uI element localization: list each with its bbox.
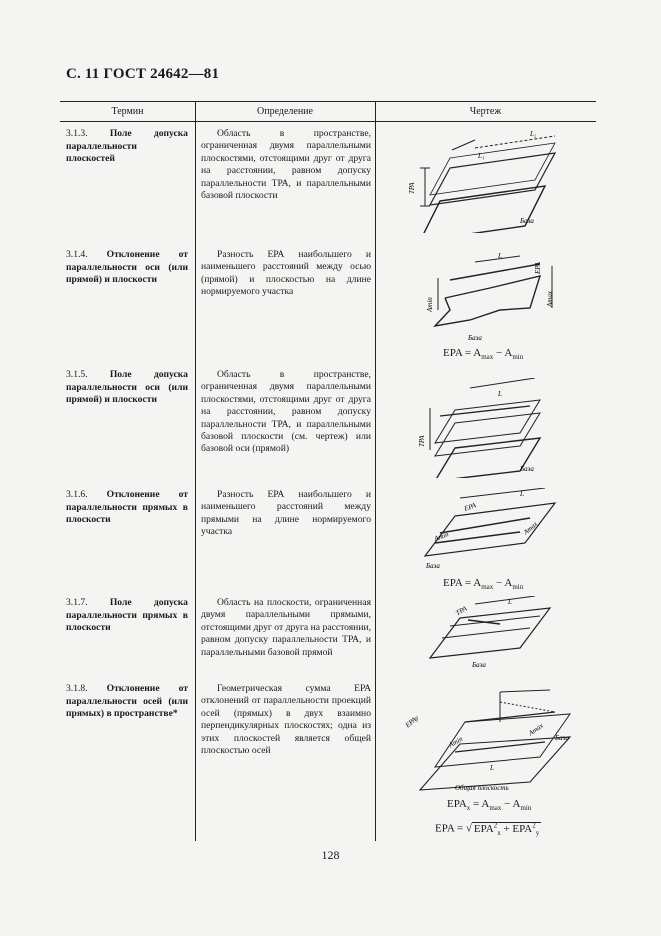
formula-epa-sum: EPA = √ $EPA^2_x + EPA^2_y$ xyxy=(435,821,540,837)
definition-3-1-7: Область на плоскости, ограниченная двумя параллельными прямыми, отстоящими друг от друга на расстоянии, равном допуску параллельности ТРА, и параллельными базовой прямой xyxy=(201,597,371,658)
column-divider xyxy=(195,101,196,841)
fig-label: L₁ xyxy=(478,152,485,160)
fig-label: База xyxy=(426,562,440,570)
term-number: 3.1.3. xyxy=(66,128,88,139)
fig-label: Amin xyxy=(426,297,434,312)
fig-label: Amax xyxy=(546,291,554,307)
fig-label: L₂ xyxy=(530,130,537,138)
fig-label: База xyxy=(520,217,534,225)
definition-3-1-5: Область в пространстве, ограниченная двумя параллельными плоскостями, отстоящими друг от друга на расстоянии, равном допуску параллельности ТРА, и параллельными базовой плоскости (см. чертеж) или базовой оси (прямой) xyxy=(201,369,371,455)
term-title: Поле допуска параллельности оси (или прямой) и плоскости xyxy=(66,369,188,405)
drawing-lines-in-plane-tolerance xyxy=(380,596,594,671)
formula-epa-x: $EPA_x = A_{max} - A_{min}$ xyxy=(447,798,532,813)
term-number: 3.1.5. xyxy=(66,369,88,380)
fig-label: L xyxy=(520,490,524,498)
definition-3-1-8: Геометрическая сумма ЕРА отклонений от параллельности проекций осей (прямых) в двух взаимно перпендикулярных плоскостях; одна из этих плоскостей является общей плоскостью осей xyxy=(201,683,371,757)
fig-label: Amin xyxy=(433,530,450,543)
fig-label: База xyxy=(468,334,482,342)
column-divider xyxy=(375,101,376,841)
fig-label: База xyxy=(555,734,569,742)
term-title: Отклонение от параллельности оси (или прямой) и плоскости xyxy=(66,249,188,285)
column-header-term: Термин xyxy=(111,106,144,117)
term-title: Отклонение от параллельности прямых в плоскости xyxy=(66,489,188,525)
table-top-rule xyxy=(60,101,596,102)
page-number: 128 xyxy=(321,848,340,862)
fig-label: EPA xyxy=(534,262,542,274)
formula-epa: EPA = $A_{max} - A_{min}$ xyxy=(443,347,524,362)
table-header-rule xyxy=(60,121,596,122)
fig-label: Общая плоскость xyxy=(455,784,509,792)
term-3-1-3 xyxy=(66,128,188,166)
term-title: Поле допуска параллельности плоскостей xyxy=(66,128,188,164)
fig-label: EPAy xyxy=(403,713,421,730)
term-3-1-6 xyxy=(66,489,188,527)
fig-label: Amin xyxy=(447,734,465,750)
fig-label: L xyxy=(498,252,502,260)
column-header-definition: Определение xyxy=(257,106,313,117)
term-number: 3.1.8. xyxy=(66,683,88,694)
term-3-1-4 xyxy=(66,249,188,287)
column-header-drawing: Чертеж xyxy=(469,106,502,117)
fig-label: Amax xyxy=(527,721,545,738)
drawing-axis-plane-tolerance xyxy=(380,378,594,478)
definition-3-1-4: Разность ЕРА наибольшего и наименьшего расстояний между осью (прямой) и плоскостью на длине нормируемого участка xyxy=(201,249,371,298)
term-3-1-8 xyxy=(66,683,188,721)
drawing-lines-in-plane-deviation xyxy=(380,488,594,573)
fig-label: Amax xyxy=(521,520,540,537)
page-header: С. 11 ГОСТ 24642—81 xyxy=(66,66,220,82)
term-3-1-5 xyxy=(66,369,188,407)
formula-epa: EPA = $A_{max} - A_{min}$ xyxy=(443,577,524,592)
fig-label: База xyxy=(472,661,486,669)
drawing-axes-in-space-deviation xyxy=(380,682,594,794)
term-3-1-7 xyxy=(66,597,188,635)
fig-label: База xyxy=(520,465,534,473)
term-title: Поле допуска параллельности прямых в плоскости xyxy=(66,597,188,633)
fig-label: L xyxy=(490,764,494,772)
fig-label: TPA xyxy=(454,604,469,618)
fig-label: L xyxy=(498,390,502,398)
fig-label: TPA xyxy=(408,182,416,194)
drawing-axis-plane-deviation xyxy=(380,248,594,343)
drawing-parallelism-planes-tolerance xyxy=(380,128,594,233)
definition-3-1-3: Область в пространстве, ограниченная двумя параллельными плоскостями, отстоящими друг от друга на расстоянии, равном допуску параллельности ТРА, и параллельными базовой плоскости xyxy=(201,128,371,202)
term-number: 3.1.7. xyxy=(66,597,88,608)
fig-label: EPA xyxy=(463,501,478,513)
term-title: Отклонение от параллельности осей (или прямых) в пространстве* xyxy=(66,683,188,719)
fig-label: L xyxy=(508,598,512,606)
fig-label: TPA xyxy=(418,435,426,447)
term-number: 3.1.6. xyxy=(66,489,88,500)
term-number: 3.1.4. xyxy=(66,249,88,260)
definition-3-1-6: Разность ЕРА наибольшего и наименьшего расстояний между прямыми на длине нормируемого участка xyxy=(201,489,371,538)
